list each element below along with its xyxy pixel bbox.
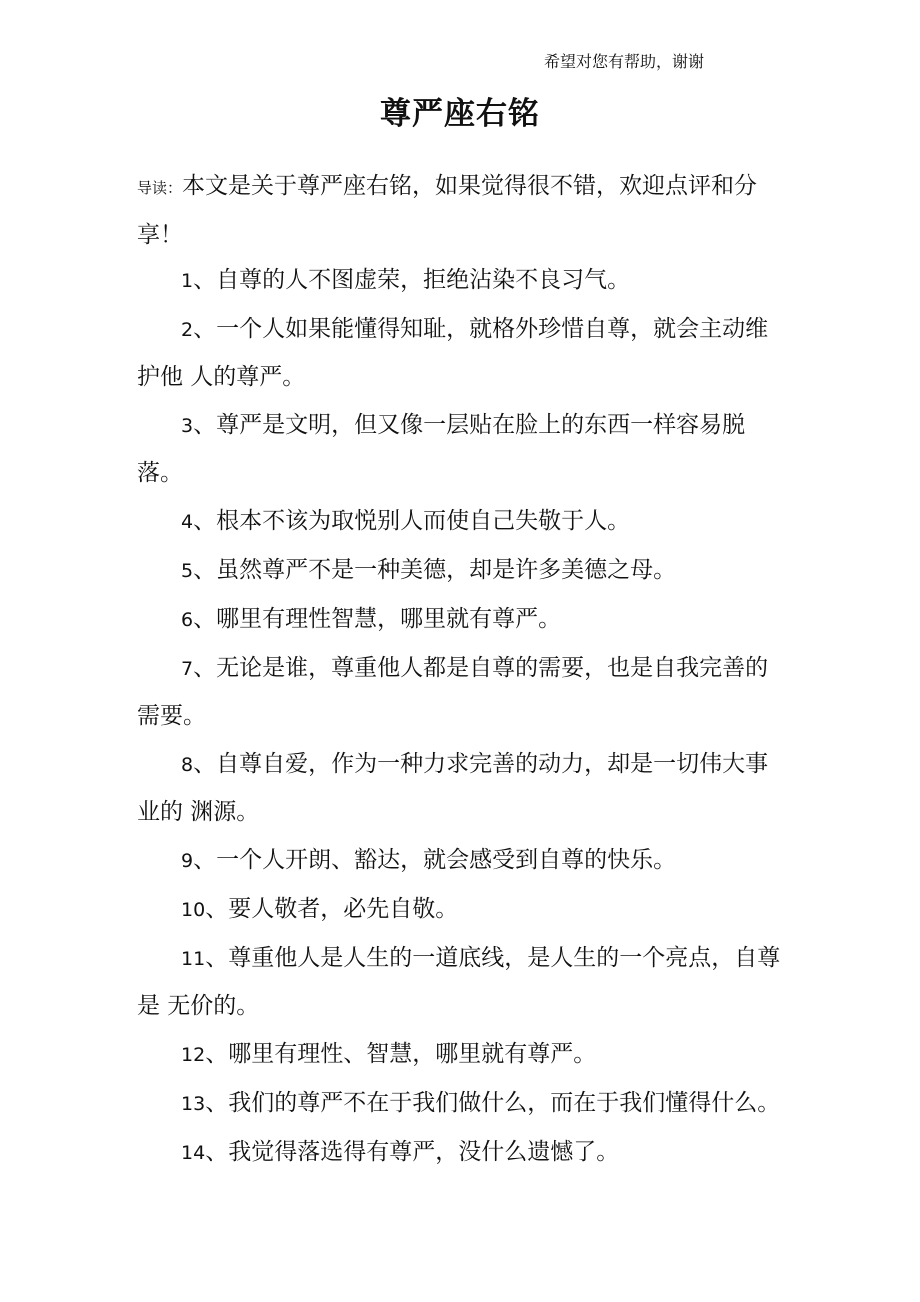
item-text: 、根本不该为取悦别人而使自己失敬于人。 [193, 508, 631, 534]
intro-text: 本文是关于尊严座右铭，如果觉得很不错，欢迎点评和分享！ [137, 173, 758, 248]
item-number: 8 [181, 754, 194, 776]
item-text: 、我们的尊严不在于我们做什么，而在于我们懂得什么。 [205, 1090, 781, 1116]
list-item [137, 886, 787, 934]
list-item [137, 1031, 787, 1079]
item-text: 、尊严是文明，但又像一层贴在脸上的东西一样容易脱落。 [137, 412, 746, 486]
list-item [137, 306, 787, 401]
item-text: 、尊重他人是人生的一道底线，是人生的一个亮点，自尊是 无价的。 [137, 945, 781, 1019]
item-number: 10 [181, 899, 206, 921]
item-number: 12 [181, 1044, 206, 1066]
list-item [137, 741, 787, 836]
page-title: 尊严座右铭 [380, 96, 540, 132]
list-item [137, 596, 787, 644]
quote-list [137, 257, 787, 1178]
list-item [137, 1129, 787, 1177]
item-text: 、要人敬者，必先自敬。 [205, 896, 459, 922]
item-text: 、哪里有理性、智慧，哪里就有尊严。 [205, 1041, 597, 1067]
item-number: 13 [181, 1093, 206, 1115]
list-item [137, 1080, 787, 1128]
item-text: 、哪里有理性智慧，哪里就有尊严。 [193, 606, 562, 632]
item-number: 2 [181, 319, 194, 341]
header-note: 希望对您有帮助，谢谢 [544, 52, 705, 71]
intro-label: 导读： [137, 179, 183, 197]
list-item [137, 402, 787, 497]
item-text: 、一个人开朗、豁达，就会感受到自尊的快乐。 [193, 847, 677, 873]
item-text: 、我觉得落选得有尊严，没什么遗憾了。 [205, 1139, 620, 1165]
item-number: 4 [181, 511, 194, 533]
item-number: 5 [181, 560, 194, 582]
item-number: 9 [181, 850, 194, 872]
item-number: 6 [181, 609, 194, 631]
list-item [137, 645, 787, 740]
item-number: 7 [181, 658, 194, 680]
list-item [137, 257, 787, 305]
intro-paragraph [137, 163, 787, 259]
item-text: 、无论是谁，尊重他人都是自尊的需要，也是自我完善的需要。 [137, 655, 769, 729]
list-item [137, 547, 787, 595]
list-item [137, 935, 787, 1030]
item-text: 、一个人如果能懂得知耻，就格外珍惜自尊，就会主动维护他 人的尊严。 [137, 316, 769, 390]
item-text: 、虽然尊严不是一种美德，却是许多美德之母。 [193, 557, 677, 583]
list-item [137, 498, 787, 546]
item-number: 11 [181, 948, 206, 970]
item-number: 14 [181, 1142, 206, 1164]
item-number: 1 [181, 270, 194, 292]
list-item [137, 837, 787, 885]
item-text: 、自尊自爱，作为一种力求完善的动力，却是一切伟大事业的 渊源。 [137, 751, 769, 825]
item-number: 3 [181, 415, 194, 437]
item-text: 、自尊的人不图虚荣，拒绝沾染不良习气。 [193, 267, 631, 293]
